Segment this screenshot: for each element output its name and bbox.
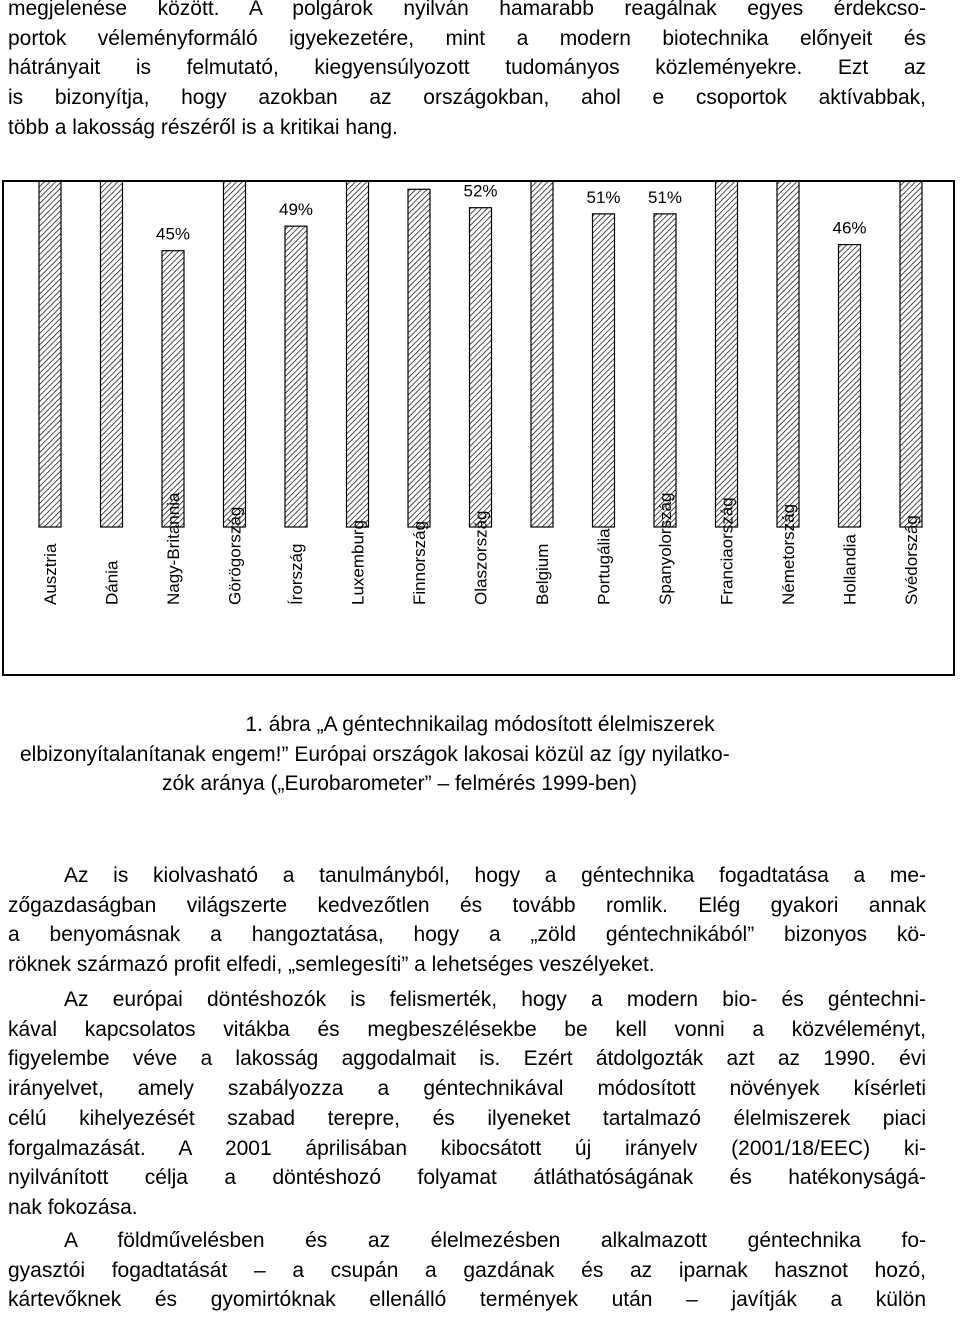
category-label: Ausztria [41, 543, 60, 605]
category-label: Görögország [225, 506, 245, 605]
text-line: a benyomásnak a hangoztatása, hogy a „zöld géntechnikából” bizonyos kö- [8, 923, 926, 947]
text-line: kával kapcsolatos vitákba és megbeszélésekbe be kell vonni a közvéleményt, [8, 1017, 926, 1041]
category-label: Írország [287, 543, 306, 605]
body-paragraph-2 [8, 985, 926, 1223]
category-label: Németország [779, 503, 798, 605]
category-label: Dánia [102, 560, 122, 605]
data-label: 45% [155, 224, 191, 244]
body-paragraph-3 [8, 1226, 926, 1315]
text-line: forgalmazását. A 2001 áprilisában kibocsátott új irányelv (2001/18/EEC) ki- [8, 1136, 926, 1160]
bar-luxemburg [347, 182, 369, 527]
text-line: nak fokozása. [8, 1195, 138, 1219]
bar-finnország [408, 189, 430, 527]
top-paragraph [8, 0, 926, 143]
caption-line: elbizonyítalanítanak engem!” Európai országok lakosai közül az így nyilatko- [20, 742, 730, 766]
body-paragraph-1 [8, 861, 926, 980]
bar-spanyolország [654, 214, 676, 527]
text-line: több a lakosság részéről is a kritikai hang. [8, 115, 398, 139]
category-label: Hollandia [840, 534, 860, 605]
bar-dánia [101, 182, 123, 527]
bar-chart [4, 182, 953, 674]
bar-görögország [224, 182, 246, 527]
category-label: Portugália [594, 528, 614, 605]
text-line: is bizonyítja, hogy azokban az országokban, ahol e csoportok aktívabbak, [8, 86, 926, 110]
bar-németország [777, 182, 799, 527]
figure-caption [0, 710, 960, 799]
category-label: Spanyolország [656, 492, 675, 605]
text-line: nyilvánított célja a döntéshozó folyamat átláthatóságának és hatékonyságá- [8, 1166, 926, 1190]
text-line: röknek származó profit elfedi, „semlegesíti” a lehetséges veszélyeket. [8, 953, 655, 977]
category-label: Svédország [902, 515, 921, 605]
data-label: 46% [832, 218, 867, 238]
bar-franciaország [716, 182, 738, 527]
category-label: Luxemburg [348, 519, 368, 605]
text-line: Az európai döntéshozók is felismerték, hogy a modern bio- és géntechni- [64, 988, 926, 1011]
text-line: hátrányait is felmutató, kiegyensúlyozott tudományos közleményekre. Ezt az [8, 56, 926, 80]
bar-nagy-britannia [162, 251, 184, 527]
text-line: gyasztói fogadtatását – a csupán a gazdának és az iparnak hasznot hozó, [8, 1258, 926, 1282]
category-label: Olaszország [471, 510, 491, 605]
category-label: Nagy-Britannia [164, 492, 183, 605]
text-line: A földművelésben és az élelmezésben alkalmazott géntechnika fo- [64, 1229, 926, 1252]
bar-svédország [900, 182, 922, 527]
text-line: megjelenése között. A polgárok nyilván hamarabb reagálnak egyes érdekcso- [8, 0, 926, 20]
bar-hollandia [839, 245, 861, 527]
bar-portugália [593, 214, 615, 527]
text-line: Az is kiolvasható a tanulmányból, hogy a géntechnika fogadtatása a me- [64, 864, 926, 887]
text-line: irányelvet, amely szabályozza a géntechnikával módosított növények kísérleti [8, 1077, 926, 1101]
caption-line: 1. ábra „A géntechnikailag módosított élelmiszerek [245, 713, 715, 736]
text-line: zőgazdaságban világszerte kedvezőtlen és tovább romlik. Elég gyakori annak [8, 893, 926, 917]
bar-chart-frame [2, 180, 955, 676]
text-line: kártevőknek és gyomirtóknak ellenálló termények után – javítják a külön [8, 1288, 926, 1312]
text-line: célú kihelyezését szabad terepre, és ilyeneket tartalmazó élelmiszerek piaci [8, 1106, 926, 1130]
data-label: 49% [278, 200, 314, 220]
text-line: portok véleményformáló igyekezetére, mint a modern biotechnika előnyeit és [8, 26, 926, 50]
category-label: Belgium [533, 543, 552, 605]
bar-ausztria [39, 182, 61, 527]
text-line: figyelembe véve a lakosság aggodalmait is. Ezért átdolgozták azt az 1990. évi [8, 1047, 926, 1071]
data-label: 51% [647, 187, 683, 207]
category-label: Finnország [410, 520, 429, 605]
category-label: Franciaország [717, 497, 737, 605]
caption-line: zók aránya („Eurobarometer” – felmérés 1999-ben) [162, 772, 638, 796]
bar-belgium [531, 182, 553, 527]
data-label: 51% [586, 187, 621, 207]
bar-írország [285, 226, 307, 527]
bar-olaszország [470, 208, 492, 527]
data-label: 52% [463, 182, 498, 201]
